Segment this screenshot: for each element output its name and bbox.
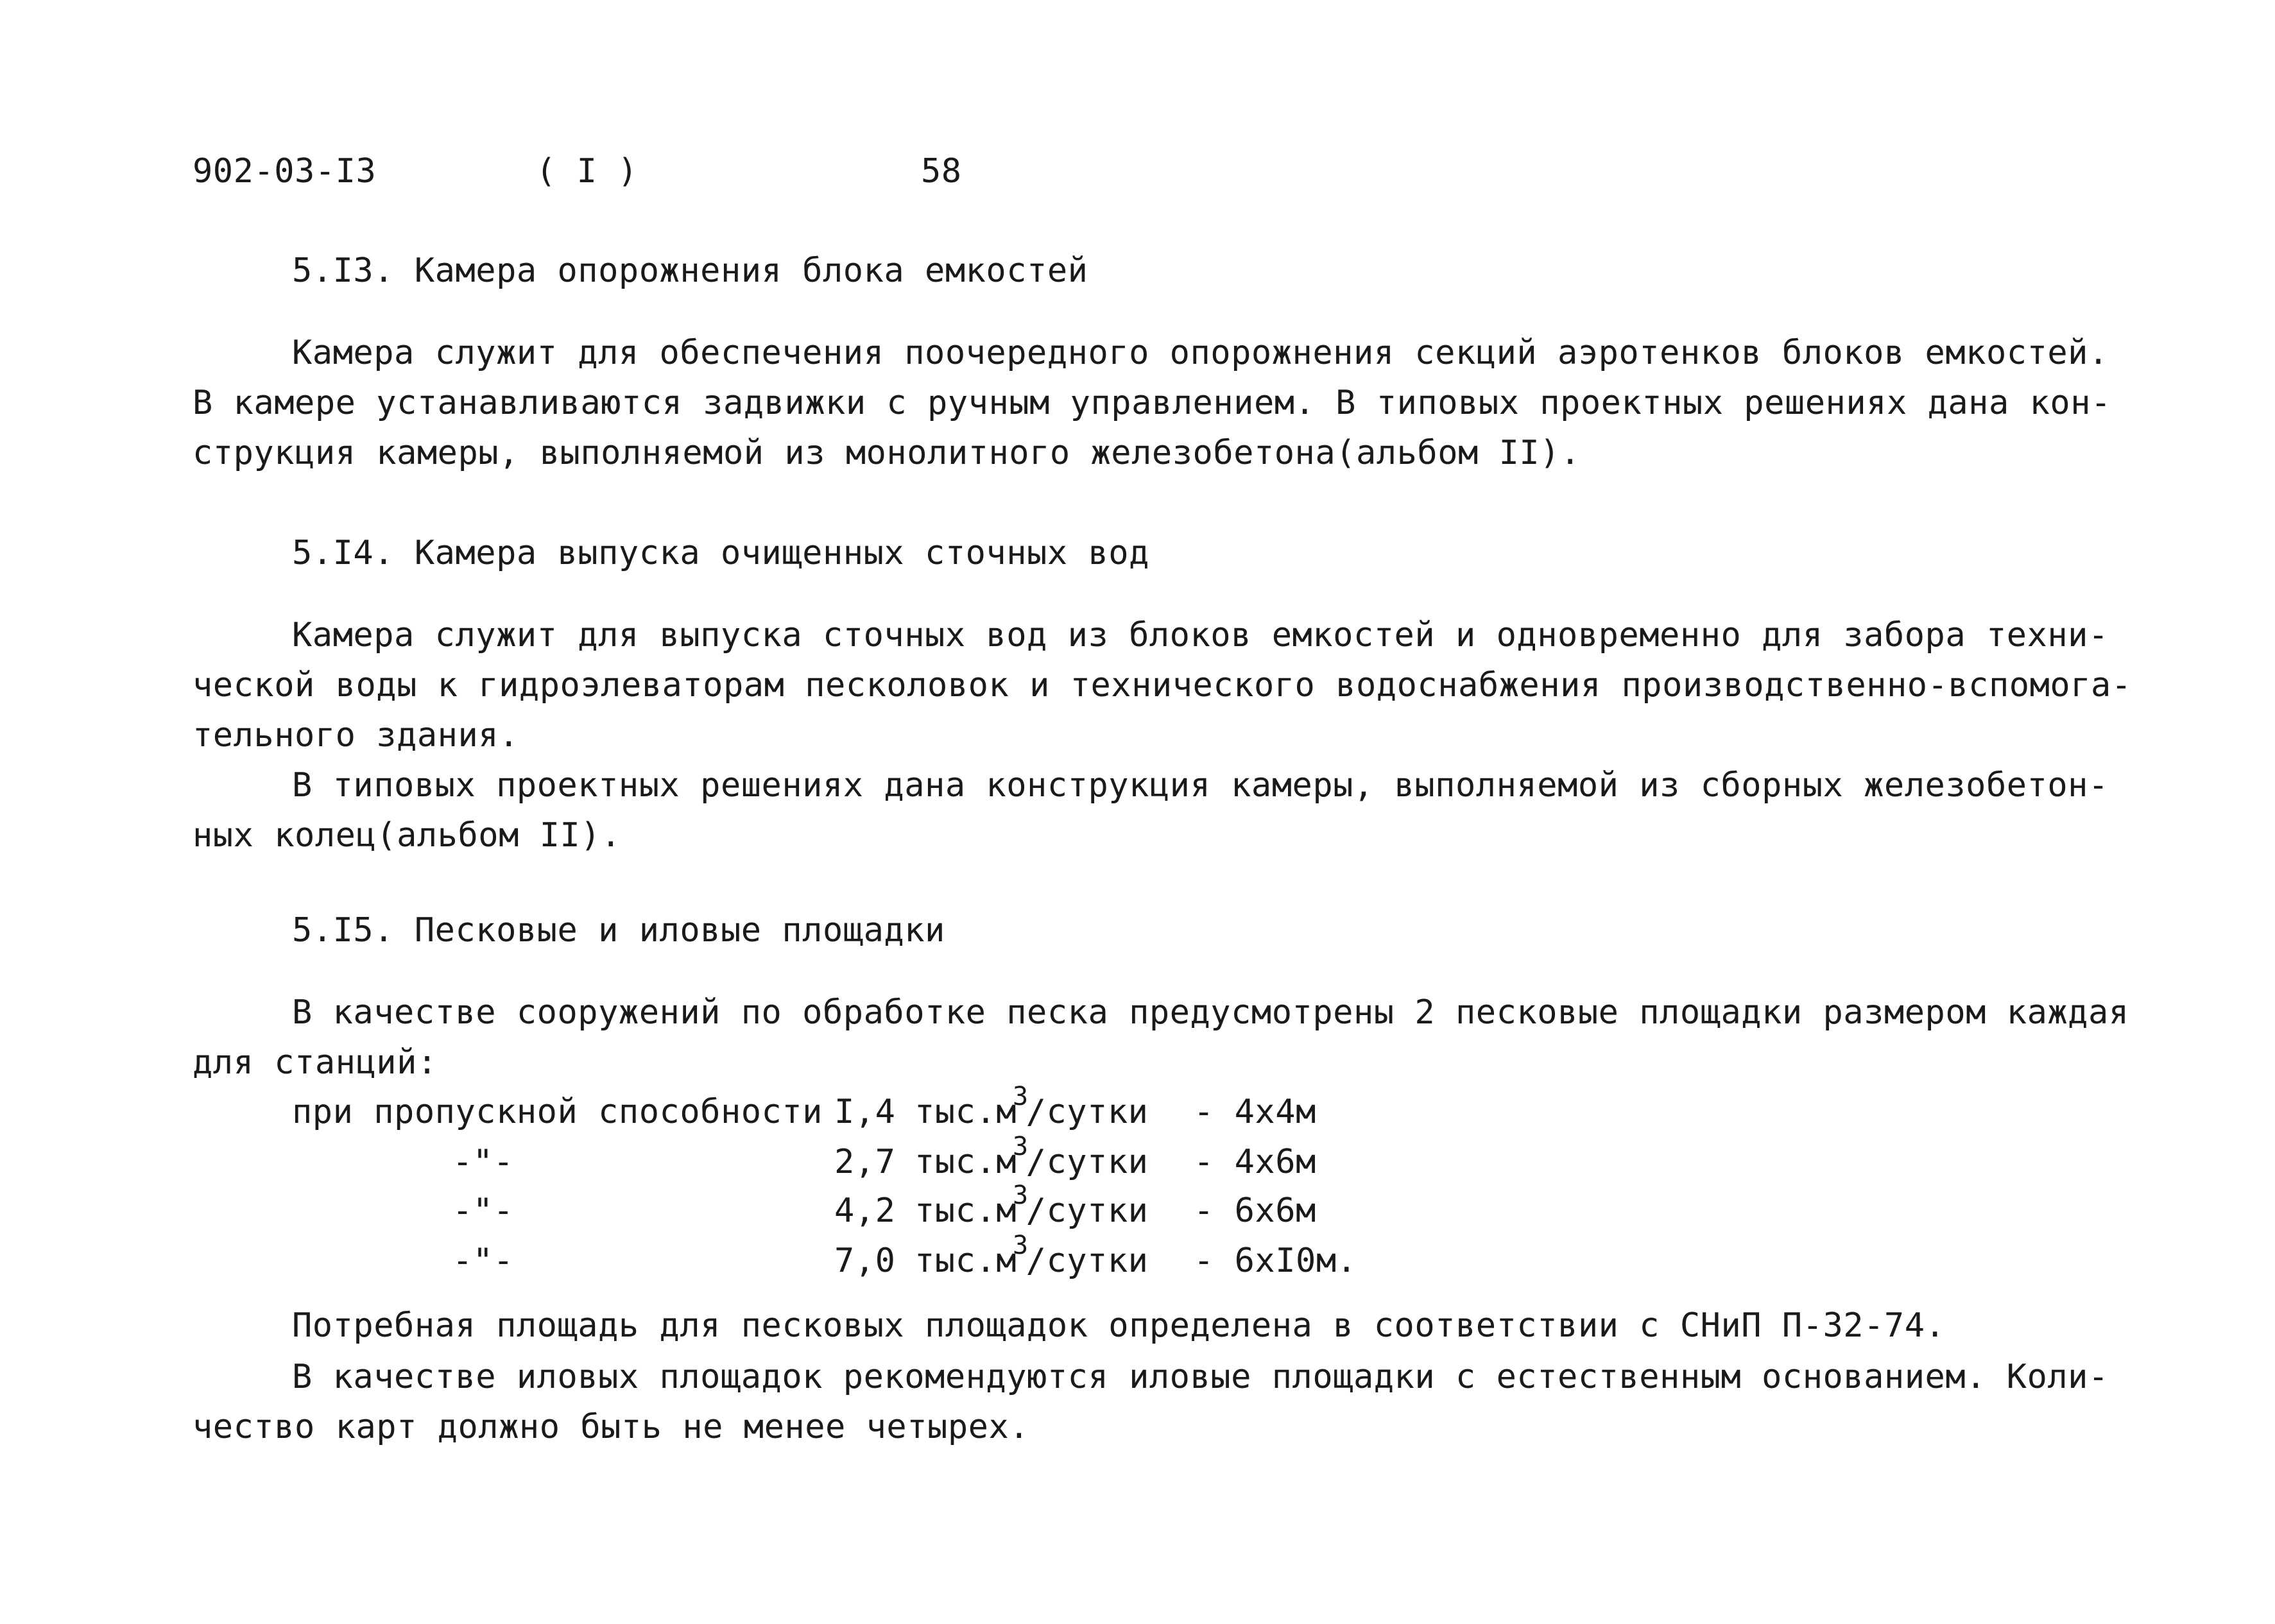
paragraph-line: струкция камеры, выполняемой из монолитного железобетона(альбом II). <box>193 434 1581 472</box>
paragraph-line: В камере устанавливаются задвижки с ручным управлением. В типовых проектных решениях дана кон- <box>193 384 2111 422</box>
row-size: - 6х6м <box>1194 1192 1316 1230</box>
paragraph-line: В качестве иловых площадок рекомендуются иловые площадки с естественным основанием. Коли- <box>292 1358 2109 1396</box>
paragraph-line: В типовых проектных решениях дана конструкция камеры, выполняемой из сборных железобетон- <box>292 766 2109 805</box>
row-size: - 6хI0м. <box>1194 1242 1357 1280</box>
row-value: 2,7 <box>834 1143 896 1181</box>
paragraph-line: В качестве сооружений по обработке песка предусмотрены 2 песковые площадки размером каждая <box>292 993 2129 1032</box>
row-unit: $тыс.м^3$/сутки <box>914 1082 1149 1131</box>
row-value: I,4 <box>834 1093 896 1131</box>
row-label: -"- <box>452 1143 514 1181</box>
paragraph-line: для станций: <box>193 1043 438 1082</box>
row-label: -"- <box>452 1242 514 1280</box>
paragraph-line: Камера служит для обеспечения поочередного опорожнения секций аэротенков блоков емкостей. <box>292 334 2109 372</box>
row-size: - 4х6м <box>1194 1143 1316 1181</box>
row-value: 7,0 <box>834 1242 896 1280</box>
row-label: при пропускной способности <box>292 1093 823 1131</box>
paragraph-line: Потребная площадь для песковых площадок определена в соответствии с СНиП П-32-74. <box>292 1306 1946 1345</box>
doc-code: 902-03-I3 <box>193 152 377 191</box>
doc-part: ( I ) <box>536 152 639 191</box>
row-unit: $тыс.м^3$/сутки <box>914 1132 1149 1181</box>
paragraph-line: Камера служит для выпуска сточных вод из блоков емкостей и одновременно для забора техни- <box>292 616 2109 654</box>
row-value: 4,2 <box>834 1192 896 1230</box>
row-unit: $тыс.м^3$/сутки <box>914 1231 1149 1280</box>
page-number: 58 <box>921 152 962 191</box>
section-heading: 5.I5. Песковые и иловые площадки <box>292 911 945 950</box>
paragraph-line: ческой воды к гидроэлеваторам песколовок и технического водоснабжения производственно-вспомога- <box>193 666 2132 705</box>
section-heading: 5.I4. Камера выпуска очищенных сточных вод <box>292 534 1149 572</box>
paragraph-line: тельного здания. <box>193 716 519 755</box>
paragraph-line: ных колец(альбом II). <box>193 816 621 855</box>
paragraph-line: чество карт должно быть не менее четырех. <box>193 1408 1030 1446</box>
row-size: - 4х4м <box>1194 1093 1316 1131</box>
section-heading: 5.I3. Камера опорожнения блока емкостей <box>292 252 1088 290</box>
row-unit: $тыс.м^3$/сутки <box>914 1181 1149 1230</box>
row-label: -"- <box>452 1192 514 1230</box>
